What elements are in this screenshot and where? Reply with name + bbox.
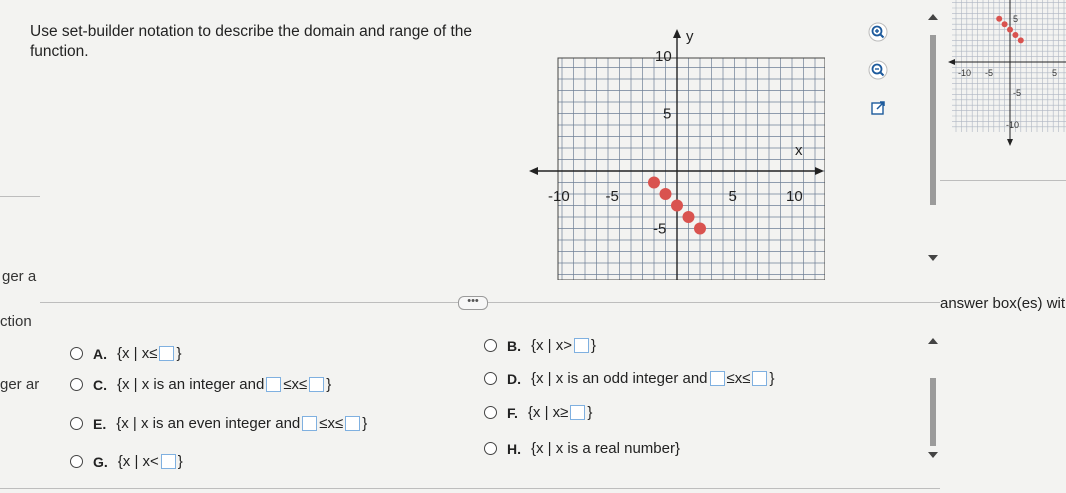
option-e-post: }	[362, 415, 368, 432]
option-c-letter: C.	[93, 376, 107, 393]
more-button[interactable]: •••	[458, 296, 488, 310]
option-a-letter: A.	[93, 345, 107, 362]
option-g-pre: {x | x<	[117, 453, 159, 470]
x-axis-label: x	[795, 142, 803, 159]
option-a-post: }	[176, 345, 182, 362]
mini-graph	[944, 0, 1066, 150]
option-a-input[interactable]	[159, 346, 174, 361]
instruction-text: answer box(es) wit	[940, 295, 1066, 312]
mini-graph-point	[996, 16, 1002, 22]
option-b-letter: B.	[507, 337, 521, 354]
option-b[interactable]	[484, 337, 596, 354]
option-d-input-low[interactable]	[710, 371, 725, 386]
x-axis-arrow-right	[815, 167, 824, 175]
mini-x-tick-neg5: -5	[985, 68, 994, 78]
external-link-icon[interactable]	[868, 98, 888, 118]
options-scroll-up-icon[interactable]	[925, 336, 941, 346]
option-c-input-low[interactable]	[266, 377, 281, 392]
option-f-input[interactable]	[570, 405, 585, 420]
divider-left	[0, 196, 40, 197]
left-fragment-a: ger a	[2, 268, 37, 285]
x-tick-label: 10	[786, 188, 803, 205]
option-g-input[interactable]	[161, 454, 176, 469]
radio-f[interactable]	[484, 406, 497, 419]
zoom-out-icon[interactable]	[868, 60, 888, 80]
option-c-post: }	[326, 376, 332, 393]
mini-y-tick-5: 5	[1013, 14, 1019, 24]
option-e-pre: {x | x is an even integer and	[116, 415, 301, 432]
option-f-pre: {x | x≥	[527, 404, 569, 421]
mini-graph-point	[1007, 27, 1013, 33]
mini-x-tick-5: 5	[1052, 68, 1058, 78]
mini-graph-point	[1012, 32, 1018, 38]
y-tick-label: 10	[655, 48, 672, 65]
radio-g[interactable]	[70, 455, 83, 468]
divider-bottom	[0, 488, 940, 489]
option-c[interactable]	[70, 376, 331, 393]
top-scrollbar-thumb[interactable]	[930, 35, 936, 205]
option-d-input-high[interactable]	[752, 371, 767, 386]
divider-main	[40, 302, 940, 303]
left-fragment-c: ger ar	[0, 376, 40, 393]
option-c-mid: ≤x≤	[283, 376, 308, 393]
divider-right	[940, 180, 1066, 181]
graph-point	[694, 223, 706, 235]
y-axis-arrow	[673, 29, 681, 38]
option-d-post: }	[769, 370, 775, 387]
option-f-post: }	[587, 404, 593, 421]
radio-c[interactable]	[70, 378, 83, 391]
x-tick-label: 5	[728, 188, 737, 205]
option-e-input-high[interactable]	[345, 416, 360, 431]
option-e[interactable]	[70, 415, 367, 432]
option-b-pre: {x | x>	[531, 337, 573, 354]
mini-x-tick-neg10: -10	[958, 68, 972, 78]
mini-y-tick-neg10: -10	[1006, 120, 1020, 130]
option-b-input[interactable]	[574, 338, 589, 353]
x-tick-label: -5	[605, 188, 619, 205]
radio-e[interactable]	[70, 417, 83, 430]
question-text: Use set-builder notation to describe the domain and range of the function.	[30, 23, 473, 60]
graph-point	[648, 177, 660, 189]
option-d[interactable]	[484, 370, 775, 387]
function-graph	[525, 25, 825, 280]
radio-a[interactable]	[70, 347, 83, 360]
option-a-pre: {x | x≤	[117, 345, 158, 362]
graph-point	[660, 188, 672, 200]
option-h[interactable]	[484, 440, 680, 457]
option-f-letter: F.	[507, 404, 518, 421]
scroll-down-arrow-icon[interactable]	[925, 253, 941, 263]
mini-y-tick-neg5: -5	[1013, 88, 1022, 98]
option-a[interactable]	[70, 345, 182, 362]
option-b-post: }	[591, 337, 597, 354]
x-axis-arrow-left	[529, 167, 538, 175]
option-g[interactable]	[70, 453, 183, 470]
option-d-letter: D.	[507, 370, 521, 387]
graph-grid	[558, 58, 825, 280]
option-c-pre: {x | x is an integer and	[117, 376, 265, 393]
option-g-post: }	[177, 453, 183, 470]
radio-b[interactable]	[484, 339, 497, 352]
y-axis-label: y	[686, 28, 694, 45]
scroll-up-arrow-icon[interactable]	[925, 12, 941, 22]
graph-point	[683, 211, 695, 223]
option-h-letter: H.	[507, 440, 521, 457]
option-e-mid: ≤x≤	[319, 415, 344, 432]
zoom-in-icon[interactable]	[868, 22, 888, 42]
y-tick-label: 5	[663, 105, 672, 123]
radio-h[interactable]	[484, 442, 497, 455]
bottom-scrollbar-thumb[interactable]	[930, 378, 936, 446]
graph-point	[671, 200, 683, 212]
options-scroll-down-icon[interactable]	[925, 450, 941, 460]
y-tick-label: -5	[653, 220, 667, 238]
left-fragment-b: ction	[0, 313, 32, 330]
option-g-letter: G.	[93, 453, 108, 470]
option-h-text: {x | x is a real number}	[531, 440, 680, 457]
option-f[interactable]	[484, 404, 592, 421]
option-d-mid: ≤x≤	[726, 370, 751, 387]
radio-d[interactable]	[484, 372, 497, 385]
option-e-input-low[interactable]	[302, 416, 317, 431]
option-d-pre: {x | x is an odd integer and	[531, 370, 708, 387]
option-e-letter: E.	[93, 415, 107, 432]
x-tick-label: -10	[548, 188, 570, 205]
option-c-input-high[interactable]	[309, 377, 324, 392]
mini-graph-point	[1018, 37, 1024, 43]
mini-graph-point	[1002, 21, 1008, 27]
